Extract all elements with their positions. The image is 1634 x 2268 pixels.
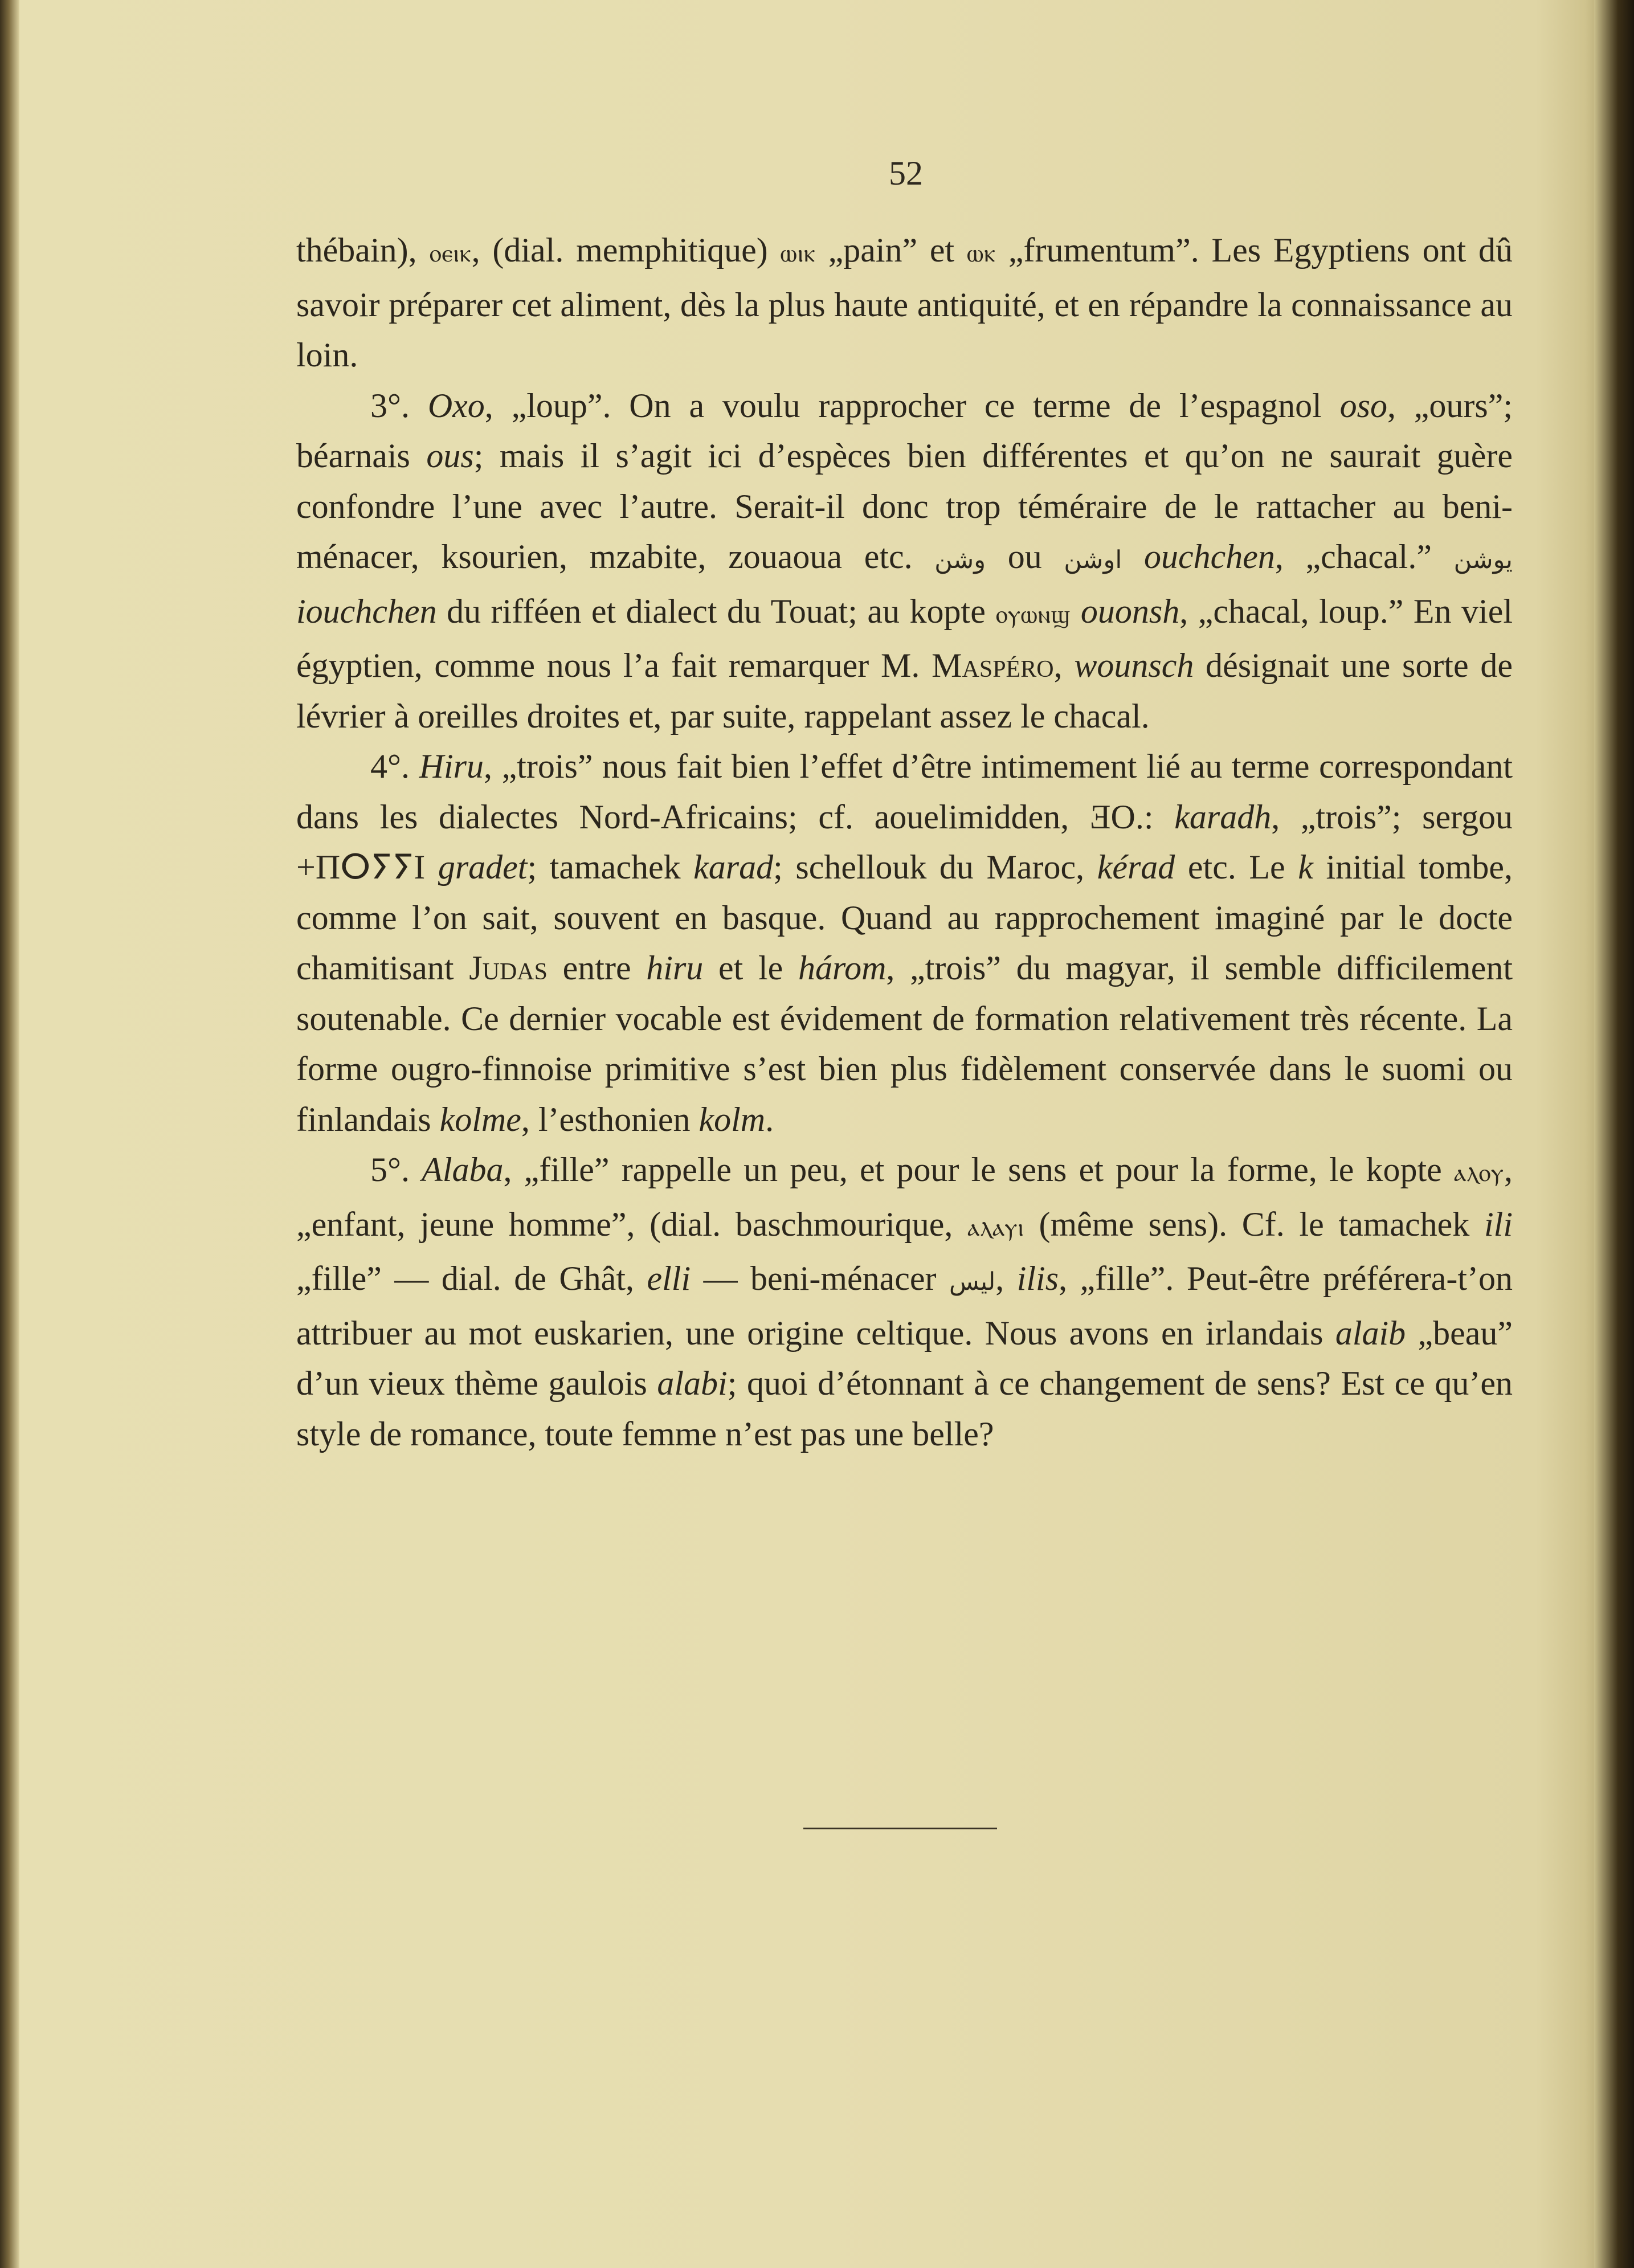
coptic-word: ⲁⲗⲟⲩ: [1453, 1160, 1505, 1187]
coptic-word: ⲟⲩⲱⲛϣ: [995, 601, 1071, 628]
arabic-word: وشن: [934, 547, 986, 574]
tifinagh-word: +ΠⵔⵢⵢІ: [296, 848, 426, 886]
paragraph-oxo: 3°. Oxo, „loup”. On a voulu rapprocher ce terme de l’espagnol oso, „ours”; béarnais ous; mais il s’agit ici d’espèces bien différentes et qu’on ne saurait guère confondre l’une avec l’autre. Serait-il donc trop téméraire de le rattacher au beni-ménacer, ksourien, mzabite, zouaoua etc. وشن ou اوشن ouchchen, „chacal.” يوشن iouchchen du rifféen et dialect du Touat; au kopte ⲟⲩⲱⲛϣ ouonsh, „chacal, loup.” En viel égyptien, comme nous l’a fait remarquer M. Maspéro, wounsch désignait une sorte de lévrier à oreilles droites et, par suite, rappelant assez le chacal.: [296, 386, 1513, 735]
tifinagh-word: ƎO.:: [1089, 798, 1154, 836]
end-rule: [803, 1828, 997, 1829]
arabic-word: اوشن: [1064, 547, 1122, 574]
paragraph-bread: thébain), ⲟⲉⲓⲕ, (dial. memphitique) ⲱⲓⲕ „pain” et ⲱⲕ „frumentum”. Les Egyptiens ont dû savoir préparer cet aliment, dès la plus haute antiquité, et en répandre la connaissance au loin.: [296, 231, 1513, 374]
page-right-edge: [1594, 0, 1634, 2268]
coptic-word: ⲁⲗⲁⲩⲓ: [967, 1214, 1024, 1241]
page-number: 52: [889, 154, 923, 192]
page-left-edge: [0, 0, 19, 2268]
arabic-word: يوشن: [1453, 547, 1513, 574]
arabic-word: ليس: [949, 1269, 996, 1296]
coptic-word: ⲟⲉⲓⲕ: [429, 240, 472, 267]
coptic-word: ⲱⲕ: [967, 240, 996, 267]
paragraph-alaba: 5°. Alaba, „fille” rappelle un peu, et pour le sens et pour la forme, le kopte ⲁⲗⲟⲩ, „enfant, jeune homme”, (dial. baschmourique, ⲁⲗⲁⲩⲓ (même sens). Cf. le tamachek ili „fille” — dial. de Ghât, elli — beni-ménacer ليس, ilis, „fille”. Peut-être préférera-t’on attribuer au mot euskarien, une origine celtique. Nous avons en irlandais alaib „beau” d’un vieux thème gaulois alabi; quoi d’étonnant à ce changement de sens? Est ce qu’en style de romance, toute femme n’est pas une belle?: [296, 1151, 1513, 1453]
paragraph-hiru: 4°. Hiru, „trois” nous fait bien l’effet d’être intimement lié au terme correspondant dans les dialectes Nord-Africains; cf. aouelimidden, ƎO.: karadh, „trois”; sergou +ΠⵔⵢⵢІ gradet; tamachek karad; schellouk du Maroc, kérad etc. Le k initial tombe, comme l’on sait, souvent en basque. Quand au rapprochement imaginé par le docte chamitisant Judas entre hiru et le három, „trois” du magyar, il semble difficilement soutenable. Ce dernier vocable est évidement de formation relativement très récente. La forme ougro-finnoise primitive s’est bien plus fidèlement conservée dans le suomi ou finlandais kolme, l’esthonien kolm.: [296, 747, 1513, 1138]
author-name: Judas: [469, 949, 548, 987]
author-name: Maspéro: [932, 647, 1054, 684]
coptic-word: ⲱⲓⲕ: [780, 240, 816, 267]
body-text: [296, 225, 1513, 1459]
